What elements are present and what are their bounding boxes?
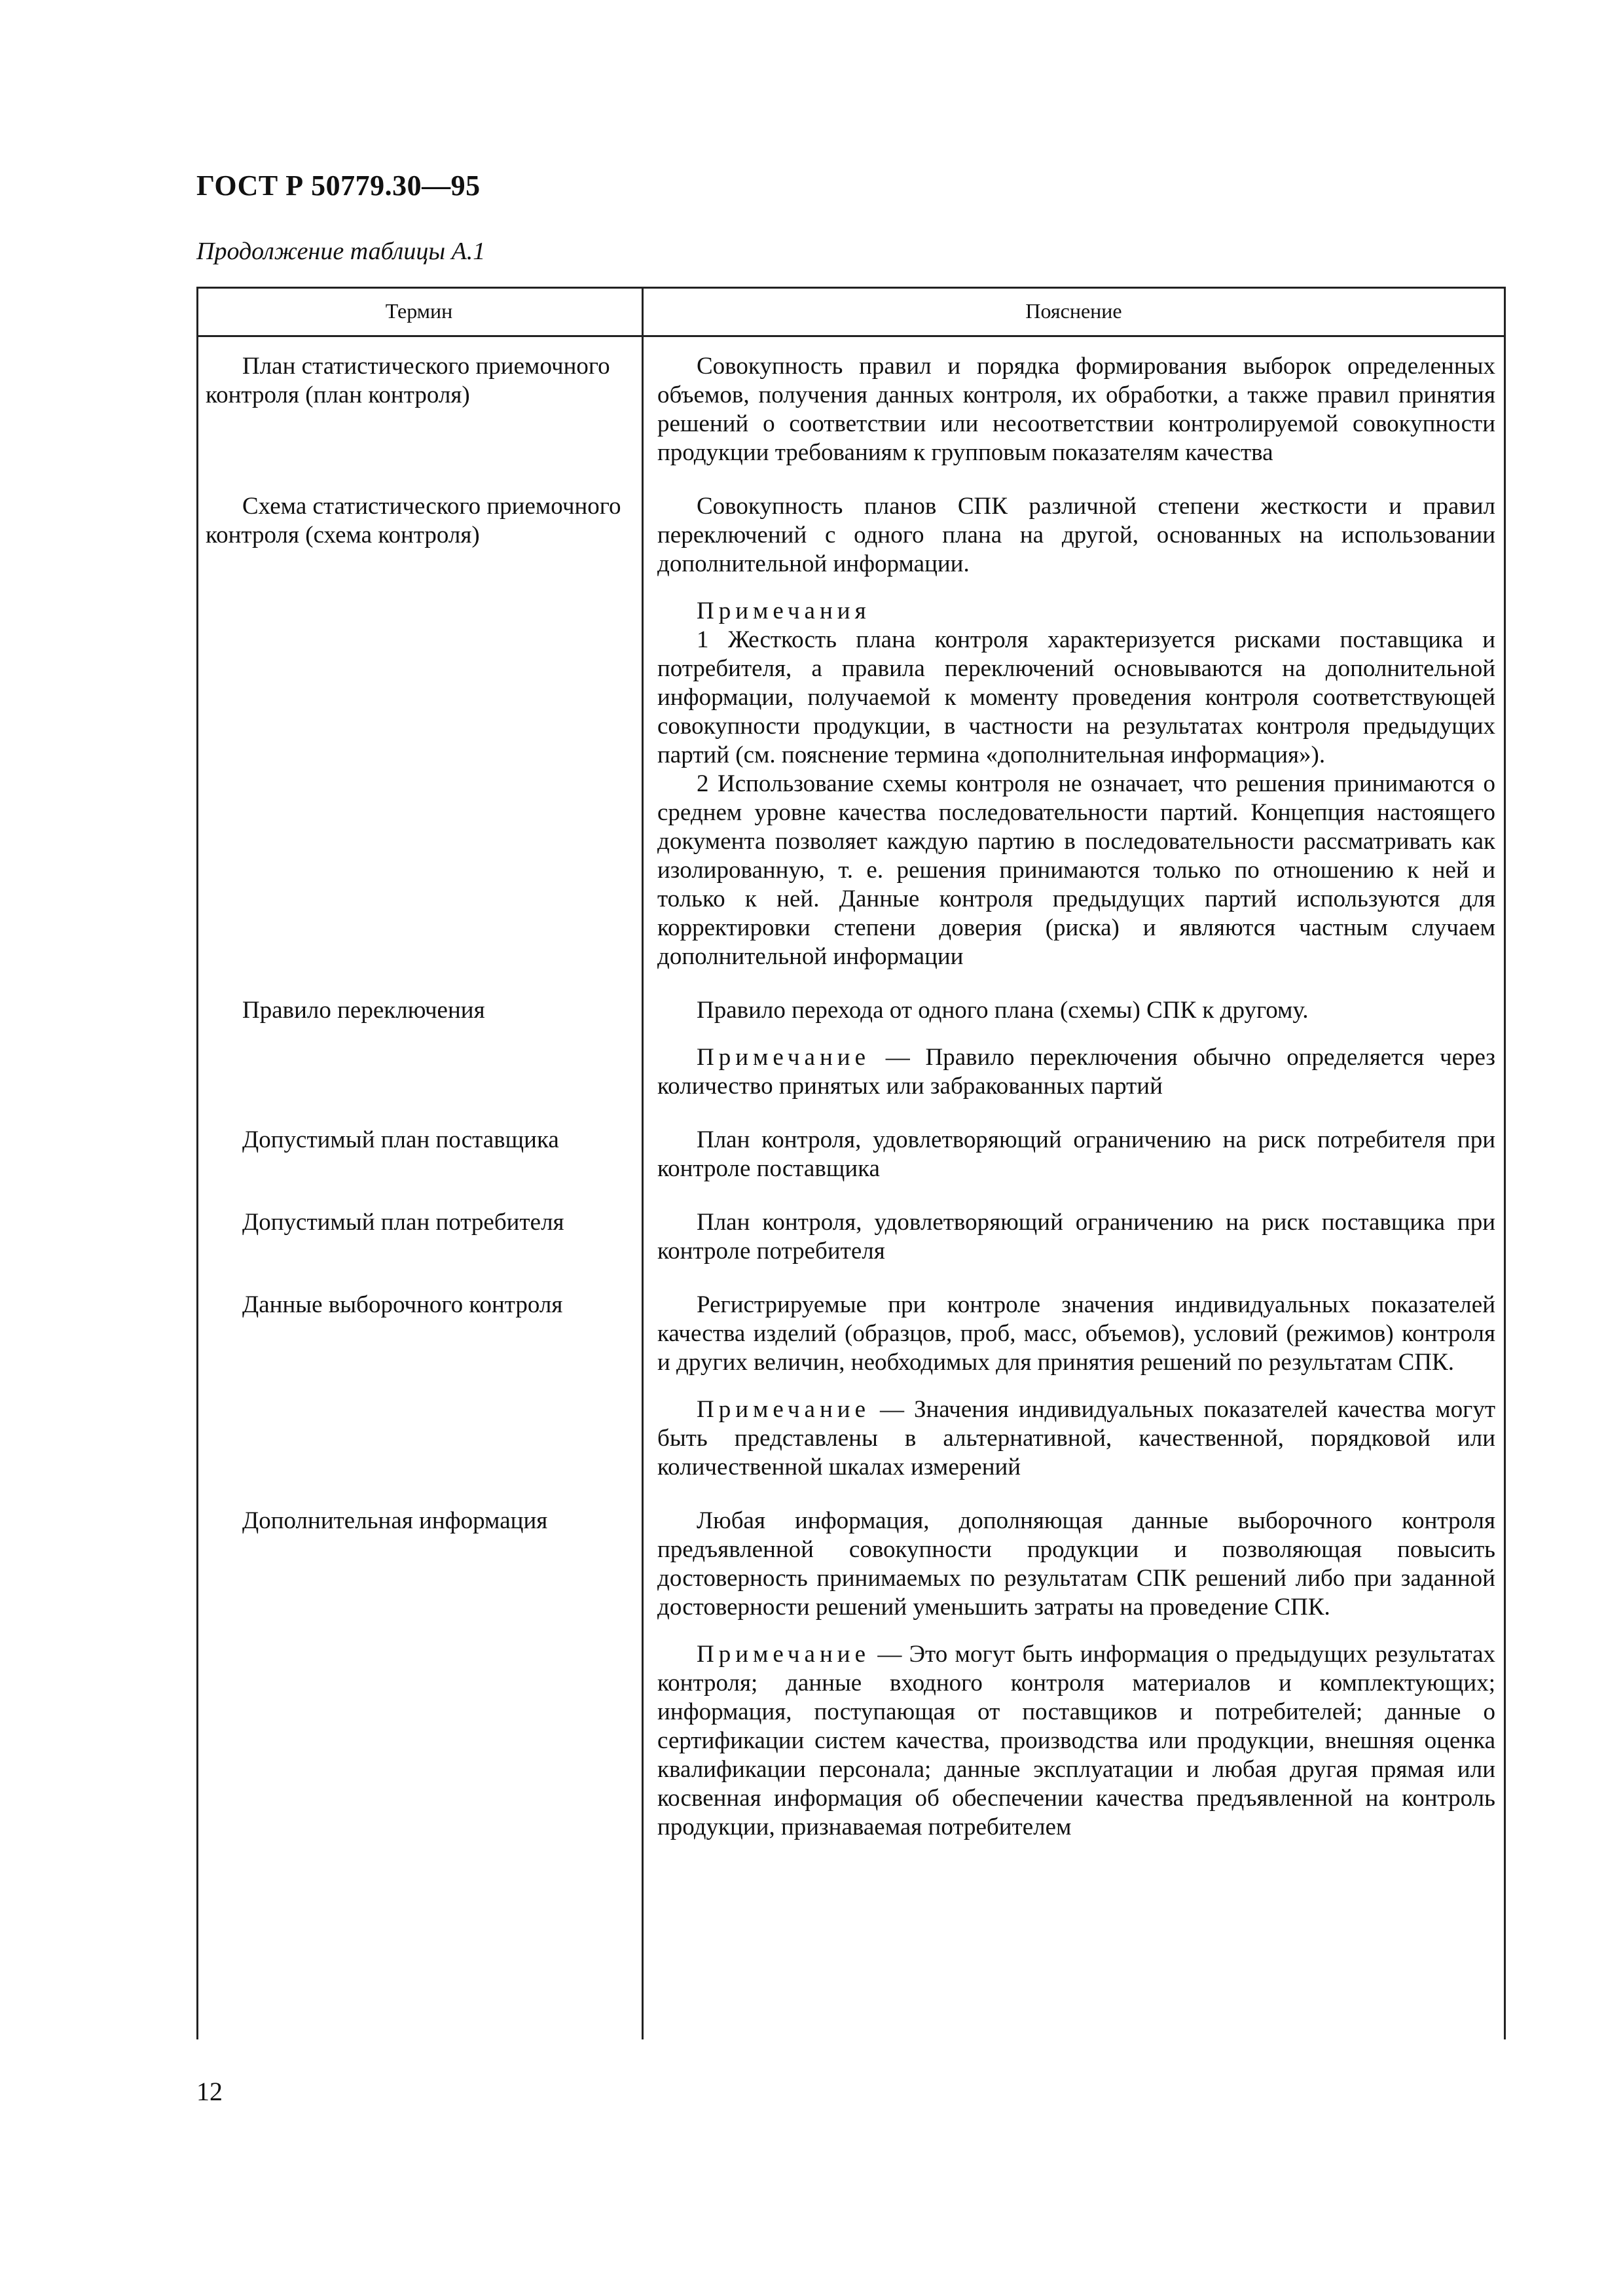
term-cell: Допустимый план потребителя (242, 1209, 564, 1236)
note-paragraph: Примечание — Значения индивидуальных показателей качества могут быть представлены в альтернативной, качественной, порядковой или количественной шкалах измерений (657, 1396, 1495, 1480)
note-paragraph: Примечание — Правило переключения обычно определяется через количество принятых или забракованных партий (657, 1044, 1495, 1100)
explanation-text: Совокупность планов СПК различной степени жесткости и правил переключений с одного плана на другой, основанных на использовании дополнительной информации. (657, 493, 1495, 577)
explanation-cell (642, 1291, 1506, 1482)
table-body (196, 352, 1506, 1842)
explanation-text: Совокупность правил и порядка формирования выборок определенных объемов, получения данных контроля, их обработки, а также правил принятия решений о соответствии или несоответствии контролируемой совокупности продукции требованиям к групповым показателям качества (657, 353, 1495, 466)
note-item-2: 2 Использование схемы контроля не означает, что решения принимаются о среднем уровне качества последовательности партий. Концепция настоящего документа позволяет каждую партию в последовательности рассматривать как изолированную, т. е. решения принимаются только по отношению к ней и только к ней. Данные контроля предыдущих партий используются для корректировки степени доверия (риска) и являются частным случаем дополнительной информации (657, 770, 1495, 970)
term-cell: Схема статистического приемочного контроля (схема контроля) (206, 493, 621, 548)
explanation-cell (642, 996, 1506, 1101)
page-number: 12 (196, 2077, 223, 2106)
standard-designation: ГОСТ Р 50779.30—95 (196, 170, 481, 202)
table-row (196, 1507, 1506, 1842)
table-row (196, 352, 1506, 467)
explanation-text: План контроля, удовлетворяющий ограничению на риск поставщика при контроле потребителя (657, 1209, 1495, 1265)
note-heading: Примечания (697, 598, 871, 624)
explanation-cell (642, 1126, 1506, 1183)
explanation-cell (642, 352, 1506, 467)
note-item-1: 1 Жесткость плана контроля характеризуется рисками поставщика и потребителя, а правила переключений основываются на дополнительной информации, получаемой к моменту проведения контроля соответствующей совокупности продукции, в частности на результатах контроля предыдущих партий (см. пояснение термина «дополнительная информация»). (657, 626, 1495, 768)
table-row (196, 1291, 1506, 1482)
explanation-text: Любая информация, дополняющая данные выборочного контроля предъявленной совокупности продукции и позволяющая повысить достоверность принимаемых по результатам СПК решений либо при заданной достоверности решений уменьшить затраты на проведение СПК. (657, 1507, 1495, 1621)
term-cell: Правило переключения (242, 997, 485, 1024)
table-row (196, 1208, 1506, 1266)
term-cell: Допустимый план поставщика (242, 1126, 559, 1153)
column-header-explanation: Пояснение (1025, 298, 1122, 323)
explanation-cell (642, 1507, 1506, 1842)
term-cell: План статистического приемочного контроля (план контроля) (206, 353, 610, 408)
table-row (196, 996, 1506, 1101)
explanation-text: Правило перехода от одного плана (схемы) СПК к другому. (697, 997, 1309, 1024)
explanation-cell (642, 1208, 1506, 1266)
explanation-text: Регистрируемые при контроле значения индивидуальных показателей качества изделий (образцов, проб, масс, объемов), условий (режимов) контроля и других величин, необходимых для принятия решений по результатам СПК. (657, 1291, 1495, 1376)
table-row (196, 492, 1506, 971)
terms-table (196, 287, 1506, 2039)
table-caption: Продолжение таблицы А.1 (196, 238, 486, 265)
term-cell: Данные выборочного контроля (242, 1291, 563, 1318)
explanation-cell (642, 492, 1506, 971)
explanation-text: План контроля, удовлетворяющий ограничению на риск потребителя при контроле поставщика (657, 1126, 1495, 1182)
table-row (196, 1126, 1506, 1183)
column-header-term: Термин (385, 298, 453, 323)
table-header-divider (196, 335, 1506, 337)
note-paragraph: Примечание — Это могут быть информация о предыдущих результатах контроля; данные входного контроля материалов и комплектующих; информация, поступающая от поставщиков и потребителей; данные о сертификации систем качества, производства или продукции, внешняя оценка квалификации персонала; данные эксплуатации и любая другая прямая или косвенная информация об обеспечении качества предъявленной на контроль продукции, признаваемая потребителем (657, 1641, 1495, 1840)
term-cell: Дополнительная информация (242, 1507, 548, 1534)
